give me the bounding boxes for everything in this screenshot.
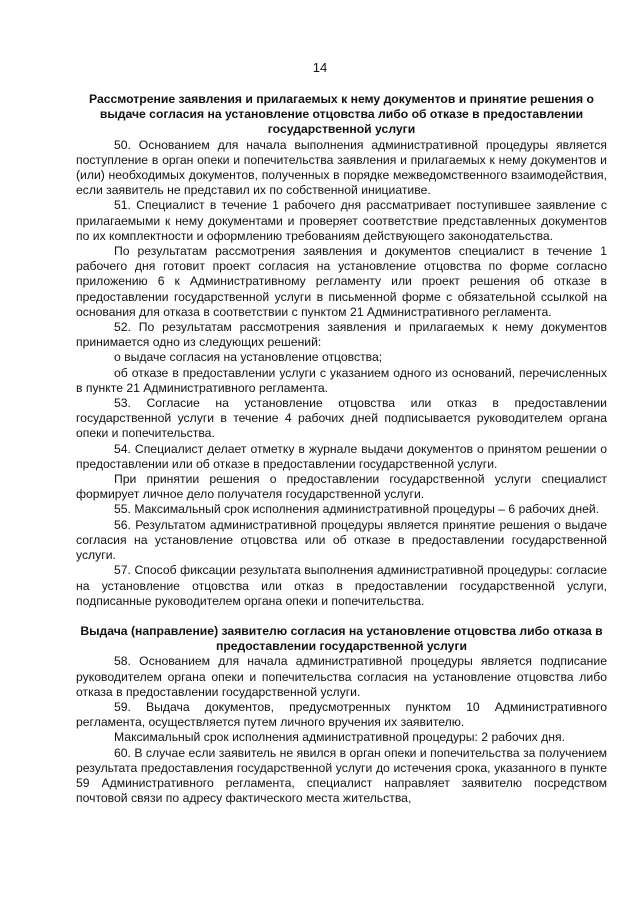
paragraph: 56. Результатом административной процедуры является принятие решения о выдаче согласия на установление отцовства или об отказе в предоставлении государственной услуги. <box>76 517 607 563</box>
page-number: 14 <box>312 60 328 75</box>
paragraph: 52. По результатам рассмотрения заявления и прилагаемых к нему документов принимается одно из следующих решений: <box>76 320 607 350</box>
paragraph: 50. Основанием для начала выполнения административной процедуры является поступление в орган опеки и попечительства заявления и прилагаемых к нему документов и (или) необходимых документов, полученных в порядке межведомственного взаимодействия, если заявитель не представил их по собственной инициативе. <box>76 137 607 198</box>
paragraph: По результатам рассмотрения заявления и документов специалист в течение 1 рабочего дня готовит проект согласия на установление отцовства по форме согласно приложению 6 к Административному регламенту или проект решения об отказе в предоставлении государственной услуги в письменной форме с обязательной ссылкой на основания для отказа в соответствии с пунктом 21 Административного регламента. <box>76 244 607 319</box>
paragraph: 54. Специалист делает отметку в журнале выдачи документов о принятом решении о предоставлении или об отказе в предоставлении государственной услуги. <box>76 441 607 471</box>
paragraph: При принятии решения о предоставлении государственной услуги специалист формирует личное дело получателя государственной услуги. <box>76 472 607 502</box>
paragraph: о выдаче согласия на установление отцовства; <box>114 350 383 365</box>
paragraph: 51. Специалист в течение 1 рабочего дня рассматривает поступившее заявление с прилагаемыми к нему документами и проверяет соответствие представленных документов по их комплектности и оформлению требованиям действующего законодательства. <box>76 198 607 243</box>
paragraph: 58. Основанием для начала административной процедуры является подписание руководителем органа опеки и попечительства согласия на установление отцовства либо отказа в предоставлении государственной услуги. <box>76 654 607 699</box>
section-spacer <box>76 609 607 624</box>
paragraph: 55. Максимальный срок исполнения административной процедуры – 6 рабочих дней. <box>114 502 600 517</box>
section-heading: Рассмотрение заявления и прилагаемых к нему документов и принятие решения о выдаче согласия на установление отцовства либо об отказе в предоставлении государственной услуги <box>89 92 594 137</box>
paragraph: 53. Согласие на установление отцовства или отказ в предоставлении государственной услуги в течение 4 рабочих дней подписывается руководителем органа опеки и попечительства. <box>76 396 607 441</box>
section-heading: Выдача (направление) заявителю согласия на установление отцовства либо отказа в предоставлении государственной услуги <box>80 623 603 654</box>
document-body <box>76 92 607 806</box>
paragraph: 60. В случае если заявитель не явился в орган опеки и попечительства за получением результата предоставления государственной услуги до истечения срока, указанного в пункте 59 Административного регламента, специалист направляет заявителю посредством почтовой связи по адресу фактического места жительства, <box>76 745 607 806</box>
paragraph: Максимальный срок исполнения административной процедуры: 2 рабочих дня. <box>114 730 565 745</box>
paragraph: об отказе в предоставлении услуги с указанием одного из оснований, перечисленных в пункте 21 Административного регламента. <box>76 365 607 395</box>
paragraph: 59. Выдача документов, предусмотренных пунктом 10 Административного регламента, осуществляется путем личного вручения их заявителю. <box>76 699 607 730</box>
paragraph: 57. Способ фиксации результата выполнения административной процедуры: согласие на установление отцовства или отказ в предоставлении государственной услуги, подписанные руководителем органа опеки и попечительства. <box>76 563 607 608</box>
